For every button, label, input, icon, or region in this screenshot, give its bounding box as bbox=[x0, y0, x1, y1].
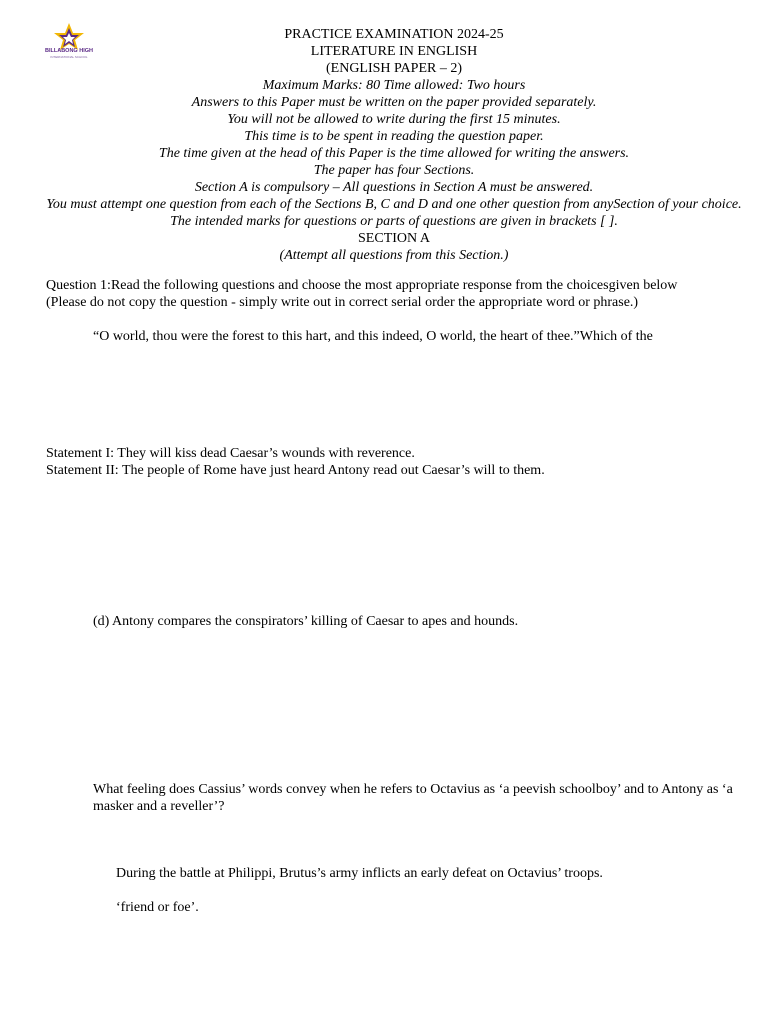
instruction-time: The time given at the head of this Paper is the time allowed for writing the answers. bbox=[158, 146, 630, 161]
section-note: (Attempt all questions from this Section.) bbox=[279, 248, 509, 263]
instruction-attempt: You must attempt one question from each of the Sections B, C and D and one other question from anySection of your choice. bbox=[46, 197, 742, 212]
school-logo-text: BILLABONG HIGH bbox=[45, 48, 93, 54]
instruction-marks: The intended marks for questions or parts of questions are given in brackets [ ]. bbox=[170, 214, 618, 229]
statement-2: Statement II: The people of Rome have just heard Antony read out Caesar’s will to them. bbox=[46, 463, 545, 478]
philippi-statement: During the battle at Philippi, Brutus’s army inflicts an early defeat on Octavius’ troops. bbox=[116, 866, 603, 881]
instruction-sections: The paper has four Sections. bbox=[313, 163, 475, 178]
section-title: SECTION A bbox=[358, 231, 430, 246]
instruction-reading: This time is to be spent in reading the question paper. bbox=[244, 129, 544, 144]
quote-text: “O world, thou were the forest to this hart, and this indeed, O world, the heart of thee.”Which of the bbox=[93, 329, 653, 344]
option-d: (d) Antony compares the conspirators’ killing of Caesar to apes and hounds. bbox=[93, 614, 519, 629]
statement-1: Statement I: They will kiss dead Caesar’s wounds with reverence. bbox=[46, 446, 415, 461]
instruction-answers: Answers to this Paper must be written on the paper provided separately. bbox=[191, 95, 597, 110]
school-logo-subtext: INTERNATIONAL SCHOOL bbox=[50, 55, 88, 59]
exam-header bbox=[40, 26, 748, 264]
instruction-no-writing: You will not be allowed to write during the first 15 minutes. bbox=[227, 112, 561, 127]
friend-or-foe-text: ‘friend or foe’. bbox=[116, 900, 199, 915]
paper-title: (ENGLISH PAPER – 2) bbox=[326, 61, 462, 76]
exam-title: PRACTICE EXAMINATION 2024-25 bbox=[284, 27, 504, 42]
question-1-text: Question 1:Read the following questions and choose the most appropriate response from the choicesgiven below (Please do not copy the question - simply write out in correct serial order the appropriate word or phrase.) bbox=[46, 278, 678, 310]
cassius-question: What feeling does Cassius’ words convey when he refers to Octavius as ‘a peevish schoolboy’ and to Antony as ‘a masker and a reveller’? bbox=[93, 782, 733, 814]
subject-title: LITERATURE IN ENGLISH bbox=[310, 44, 478, 59]
marks-time: Maximum Marks: 80 Time allowed: Two hours bbox=[262, 78, 526, 93]
instruction-section-a: Section A is compulsory – All questions in Section A must be answered. bbox=[194, 180, 594, 195]
